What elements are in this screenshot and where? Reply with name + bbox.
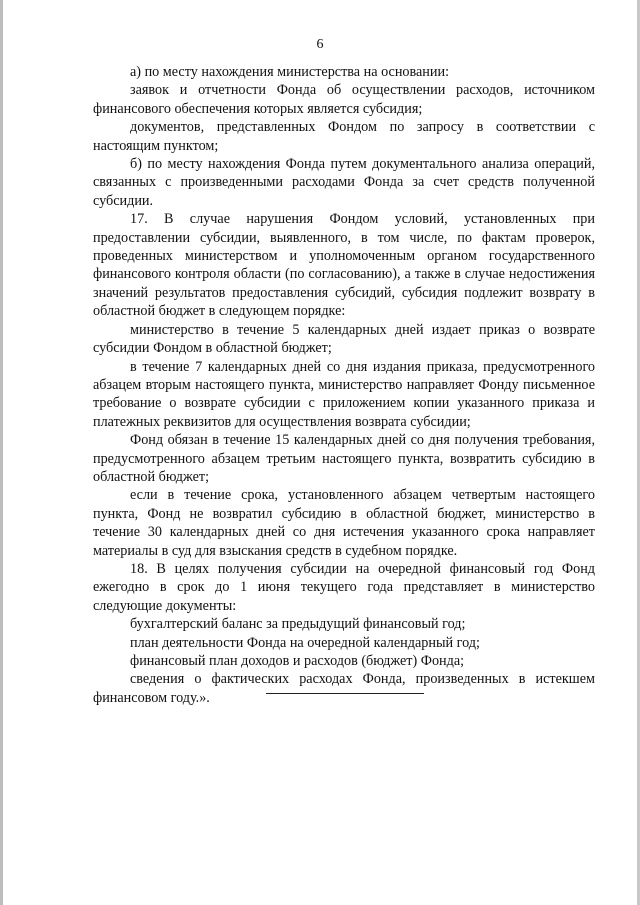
paragraph: в течение 7 календарных дней со дня издания приказа, предусмотренного абзацем вторым настоящего пункта, министерство направляет Фонду письменное требование о возврате субсидии с приложением копии указанного приказа и платежных реквизитов для осуществления возврата субсидии; <box>93 358 595 430</box>
paragraph: сведения о фактических расходах Фонда, произведенных в истекшем финансовом году.». <box>93 671 595 706</box>
scan-edge-left <box>0 0 3 905</box>
paragraph: план деятельности Фонда на очередной календарный год; <box>130 634 480 651</box>
paragraph: 17. В случае нарушения Фондом условий, установленных при предоставлении субсидии, выявленного, в том числе, по фактам проверок, проведенных министерством и уполномоченным органом государственного финансового контроля области (по согласованию), а также в случае недостижения значений результатов предоставления субсидий, субсидия подлежит возврату в областной бюджет в следующем порядке: <box>93 211 595 320</box>
paragraph: б) по месту нахождения Фонда путем документального анализа операций, связанных с произведенными расходами Фонда за счет средств полученной субсидии. <box>93 156 595 209</box>
paragraph: а) по месту нахождения министерства на основании: <box>130 64 450 80</box>
closing-rule <box>266 693 424 694</box>
paragraph: министерство в течение 5 календарных дней издает приказ о возврате субсидии Фондом в областной бюджет; <box>93 321 595 357</box>
paragraph: если в течение срока, установленного абзацем четвертым настоящего пункта, Фонд не возвратил субсидию в областной бюджет, министерство в течение 30 календарных дней со дня истечения указанного срока направляет материалы в суд для взыскания средств в судебном порядке. <box>93 487 595 559</box>
page-number: 6 <box>316 37 324 52</box>
paragraph: документов, представленных Фондом по запросу в соответствии с настоящим пунктом; <box>93 119 595 154</box>
paragraph: заявок и отчетности Фонда об осуществлении расходов, источником финансового обеспечения которых является субсидия; <box>93 82 595 117</box>
paragraph: бухгалтерский баланс за предыдущий финансовый год; <box>130 616 466 633</box>
paragraph: финансовый план доходов и расходов (бюджет) Фонда; <box>130 653 465 669</box>
paragraph: 18. В целях получения субсидии на очередной финансовый год Фонд ежегодно в срок до 1 июня текущего года представляет в министерство следующие документы: <box>93 560 595 614</box>
document-body <box>93 63 595 707</box>
paragraph: Фонд обязан в течение 15 календарных дней со дня получения требования, предусмотренного абзацем третьим настоящего пункта, возвратить субсидию в областной бюджет; <box>93 432 595 485</box>
